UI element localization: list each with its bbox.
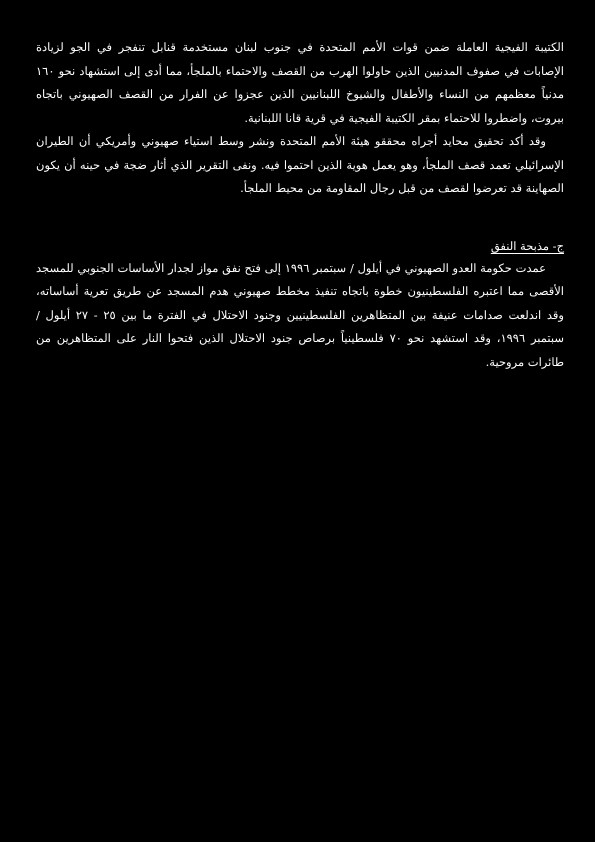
section-heading-tunnel-massacre: ج- مذبحة النفق	[490, 238, 564, 253]
paragraph-qana-shelter: الكتيبة الفيجية العاملة ضمن قوات الأمم المتحدة في جنوب لبنان مستخدمة قنابل تنفجر في الجو لزيادة الإصابات في صفوف المدنيين الذين حاولوا الهرب من القصف والاحتماء بالملجأ، مما أدى إلى استشهاد نحو ١٦٠ مدنياً معظمهم من النساء والأطفال والشيوخ اللبنانيين الذين عجزوا عن الفرار من القصف الصهيوني باتجاه بيروت، واضطروا للاحتماء بمقر الكتيبة الفيجية في قرية قانا اللبنانية.	[36, 40, 564, 125]
document-page	[36, 36, 564, 374]
paragraph-un-investigation: وقد أكد تحقيق محايد أجراه محققو هيئة الأمم المتحدة ونشر وسط استياء صهيوني وأمريكي أن الطيران الإسرائيلي تعمد قصف الملجأ، وهو يعمل هوية الذين احتموا فيه. ونفى التقرير الذي أثار ضجة في حينه أن يكون الصهاينة قد تعرضوا لقصف من قبل رجال المقاومة من محيط الملجأ.	[36, 134, 564, 195]
paragraph-tunnel-events: عمدت حكومة العدو الصهيوني في أيلول / سبتمبر ١٩٩٦ إلى فتح نفق مواز لجدار الأساسات الجنوبي للمسجد الأقصى مما اعتبره الفلسطينيون خطوة باتجاه تنفيذ مخطط صهيوني هدم المسجد عن طريق تعرية أساساته، وقد اندلعت صدامات عنيفة بين المتظاهرين الفلسطينيين وجنود الاحتلال في الفترة ما بين ٢٥ - ٢٧ أيلول / سبتمبر ١٩٩٦، وقد استشهد نحو ٧٠ فلسطينياً برصاص جنود الاحتلال الذين فتحوا النار على المتظاهرين من طائرات مروحية.	[36, 260, 564, 369]
